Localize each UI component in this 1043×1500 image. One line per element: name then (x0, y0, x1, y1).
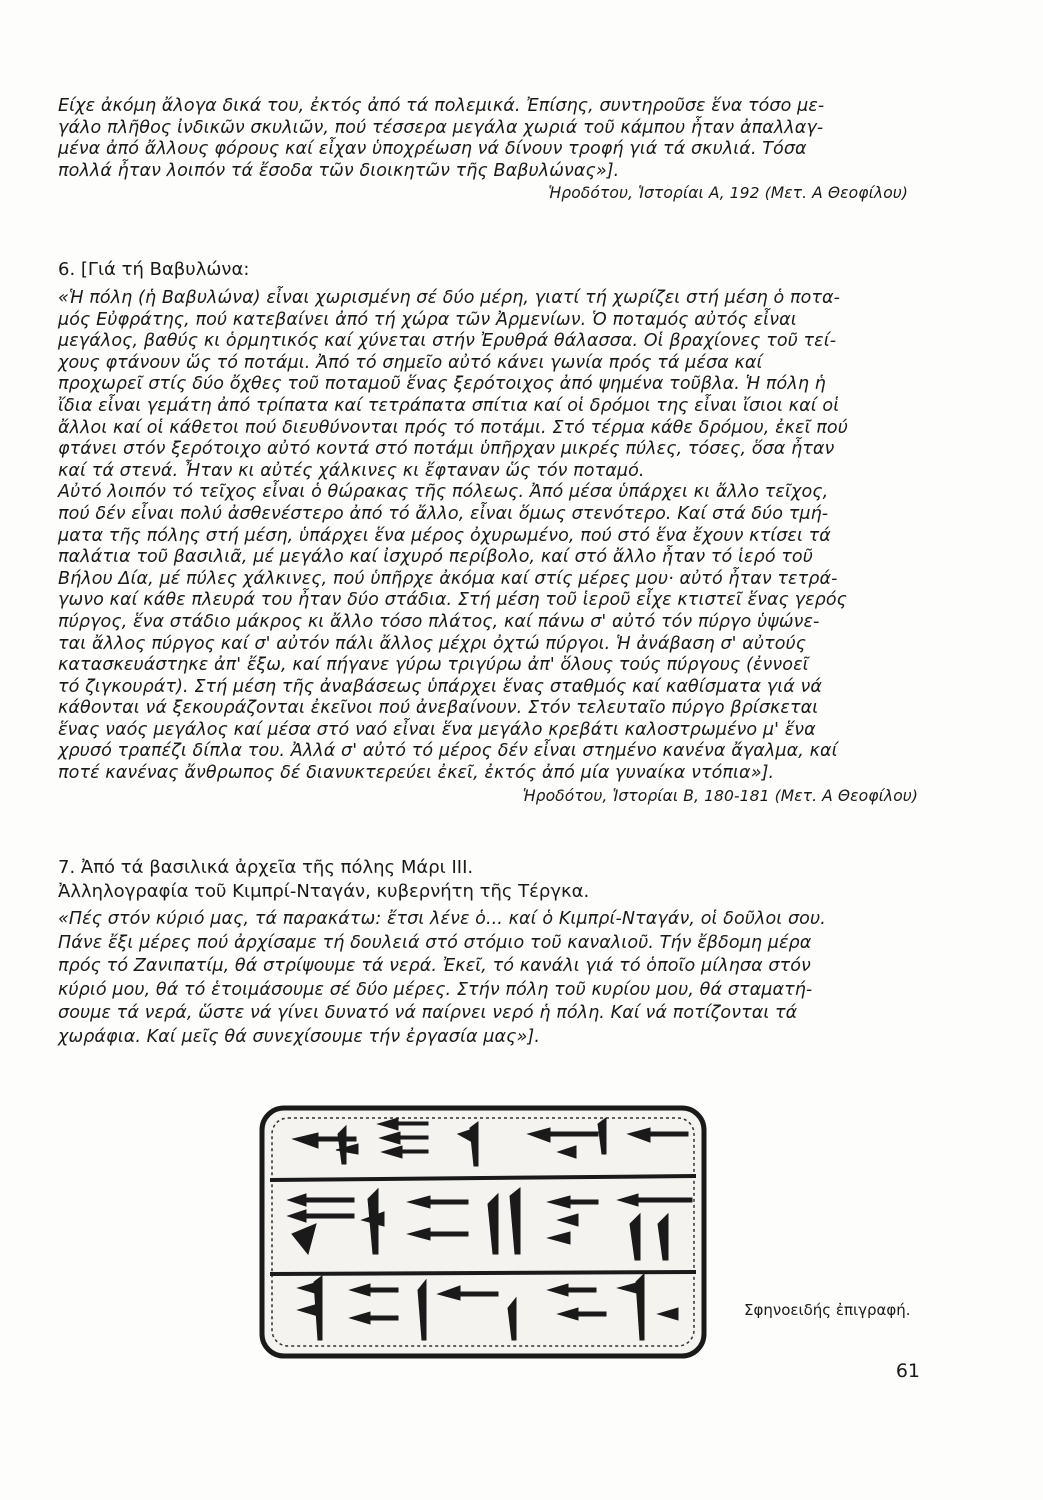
text-line: παλάτια τοῦ βασιλιᾶ, μέ μεγάλο καί ἰσχυρό περίβολο, καί στό ἄλλο ἦταν τό ἱερό τοῦ (58, 547, 813, 568)
text-line: πολλά ἦταν λοιπόν τά ἔσοδα τῶν διοικητῶν τῆς Βαβυλώνας»]. (58, 160, 620, 181)
text-line: Είχε ἀκόμη ἄλογα δικά του, ἐκτός ἀπό τά πολεμικά. Ἐπίσης, συντηροῦσε ἕνα τόσο με- (58, 96, 825, 116)
figure-caption: Σφηνοειδής ἐπιγραφή. (744, 1301, 911, 1319)
text-line: μός Εὐφράτης, πού κατεβαίνει ἀπό τή χώρα τῶν Ἀρμενίων. Ὁ ποταμός αὐτός εἶναι (58, 309, 797, 330)
text-line: πύργος, ἕνα στάδιο μάκρος κι ἄλλο τόσο πλάτος, καί πάνω σ' αὐτό τόν πύργο ὑψώνε- (58, 611, 820, 632)
section-6-body (58, 288, 918, 807)
text-line: φτάνει στόν ξερότοιχο αὐτό κοντά στό ποτάμι ὑπῆρχαν μικρές πύλες, τόσες, ὅσα ἦταν (58, 439, 835, 460)
text-line: «Ἡ πόλη (ἡ Βαβυλώνα) εἶναι χωρισμένη σέ δύο μέρη, γιατί τή χωρίζει στή μέση ὁ ποτα- (58, 288, 841, 308)
text-line: Βήλου Δία, μέ πύλες χάλκινες, πού ὑπῆρχε ἀκόμα καί στίς μέρες μου· αὐτό ἦταν τετρά- (58, 568, 838, 589)
section-7-heading (58, 856, 918, 904)
text-line: γωνο καί κάθε πλευρά του ἦταν δύο στάδια. Στή μέση τοῦ ἱεροῦ εἶχε κτιστεῖ ἕνας γερός (58, 590, 848, 611)
text-line: ποτέ κανένας ἄνθρωπος δέ διανυκτερεύει ἐκεῖ, ἐκτός ἀπό μία γυναίκα ντόπια»]. (58, 763, 775, 784)
text-line: χρυσό τραπέζι δίπλα του. Ἀλλά σ' αὐτό τό μέρος δέν εἶναι στημένο κανένα ἄγαλμα, καί (58, 741, 838, 762)
text-line: κατασκευάστηκε ἀπ' ἔξω, καί πήγανε γύρω τριγύρω ἀπ' ὅλους τούς πύργους (ἐννοεῖ (58, 655, 809, 676)
text-line: κύριό μου, θά τό ἑτοιμάσουμε σέ δύο μέρες. Στήν πόλη τοῦ κυρίου μου, θά σταματή- (58, 979, 813, 1000)
text-line: κάθονται νά ξεκουράζονται ἐκεῖνοι πού ἀνεβαίνουν. Στόν τελευταῖο πύργο βρίσκεται (58, 698, 819, 719)
section-top (58, 96, 918, 204)
heading-line: Ἀλληλογραφία τοῦ Κιμπρί-Νταγάν, κυβερνήτη τῆς Τέργκα. (58, 881, 590, 902)
text-line: ματα τῆς πόλης στή μέση, ὑπάρχει ἕνα μέρος ὀχυρωμένο, πού στό ἕνα ἔχουν κτίσει τά (58, 525, 831, 546)
text-line: καί τά στενά. Ἦταν κι αὐτές χάλκινες κι ἔφταναν ὥς τόν ποταμό. (58, 460, 645, 481)
text-line: Αὐτό λοιπόν τό τεῖχος εἶναι ὁ θώρακας τῆς πόλεως. Ἀπό μέσα ὑπάρχει κι ἄλλο τεῖχος, (58, 482, 829, 503)
source-citation: Ἡροδότου, Ἱστορίαι Α, 192 (Μετ. Α Θεοφίλου) (548, 184, 908, 203)
text-line: τό ζιγκουράτ). Στή μέση τῆς ἀναβάσεως ὑπάρχει ἕνας σταθμός καί καθίσματα γιά νά (58, 676, 823, 697)
text-line: ἕνας ναός μεγάλος καί μέσα στό ναό εἶναι ἕνα μεγάλο κρεβάτι καλοστρωμένο μ' ἕνα (58, 719, 816, 740)
text-line: ται ἄλλος πύργος καί σ' αὐτόν πάλι ἄλλος μέχρι ὀχτώ πύργοι. Ἡ ἀνάβαση σ' αὐτούς (58, 633, 807, 654)
text-line: χους φτάνουν ὥς τό ποτάμι. Ἀπό τό σημεῖο αὐτό κάνει γωνία πρός τά μέσα καί (58, 352, 763, 373)
heading-line: 7. Ἀπό τά βασιλικά ἀρχεῖα τῆς πόλης Μάρι ΙΙΙ. (58, 857, 474, 878)
text-line: γάλο πλῆθος ἰνδικῶν σκυλιῶν, πού τέσσερα μεγάλα χωριά τοῦ κάμπου ἦταν ἀπαλλαγ- (58, 117, 824, 138)
text-line: ἴδια εἶναι γεμάτη ἀπό τρίπατα καί τετράπατα σπίτια καί οἱ δρόμοι της εἶναι ἴσιοι καί οἱ (58, 395, 840, 416)
text-line: μένα ἀπό ἄλλους φόρους καί εἶχαν ὑποχρέωση νά δίνουν τροφή γιά τά σκυλιά. Τόσα (58, 139, 807, 160)
page-number: 61 (895, 1360, 920, 1382)
section-7-body (58, 908, 918, 1050)
text-line: μεγάλος, βαθύς κι ὁρμητικός καί χύνεται στήν Ἐρυθρά θάλασσα. Οἱ βραχίονες τοῦ τεί- (58, 331, 837, 352)
text-line: πού δέν εἶναι πολύ ἀσθενέστερο ἀπό τό ἄλλο, εἶναι ὅμως στενότερο. Καί στά δύο τμή- (58, 503, 829, 524)
text-line: «Πές στόν κύριό μας, τά παρακάτω: ἔτσι λένε ὁ... καί ὁ Κιμπρί-Νταγάν, οἱ δοῦλοι σου. (58, 909, 826, 929)
source-citation: Ἡροδότου, Ἱστορίαι Β, 180-181 (Μετ. Α Θεοφίλου) (522, 786, 918, 805)
text-line: προχωρεῖ στίς δύο ὄχθες τοῦ ποταμοῦ ἕνας ξερότοιχος ἀπό ψημένα τοῦβλα. Ἡ πόλη ἡ (58, 374, 826, 395)
text-line: Πάνε ἔξι μέρες πού ἀρχίσαμε τή δουλειά στό στόμιο τοῦ καναλιοῦ. Τήν ἔβδομη μέρα (58, 932, 812, 953)
text-line: πρός τό Ζανιπατίμ, θά στρίψουμε τά νερά. Ἐκεῖ, τό κανάλι γιά τό ὁποῖο μίλησα στόν (58, 956, 811, 977)
text-line: ἄλλοι καί οἱ κάθετοι πού διευθύνονται πρός τό ποτάμι. Στό τέρμα κάθε δρόμου, ἐκεῖ πού (58, 417, 848, 438)
text-line: χωράφια. Καί μεῖς θά συνεχίσουμε τήν ἐργασία μας»]. (58, 1026, 541, 1047)
text-line: σουμε τά νερά, ὥστε νά γίνει δυνατό νά παίρνει νερό ἡ πόλη. Καί νά ποτίζονται τά (58, 1003, 798, 1024)
cuneiform-tablet-illustration (258, 1104, 708, 1360)
section-6-heading: 6. [Γιά τή Βαβυλώνα: (58, 259, 250, 280)
